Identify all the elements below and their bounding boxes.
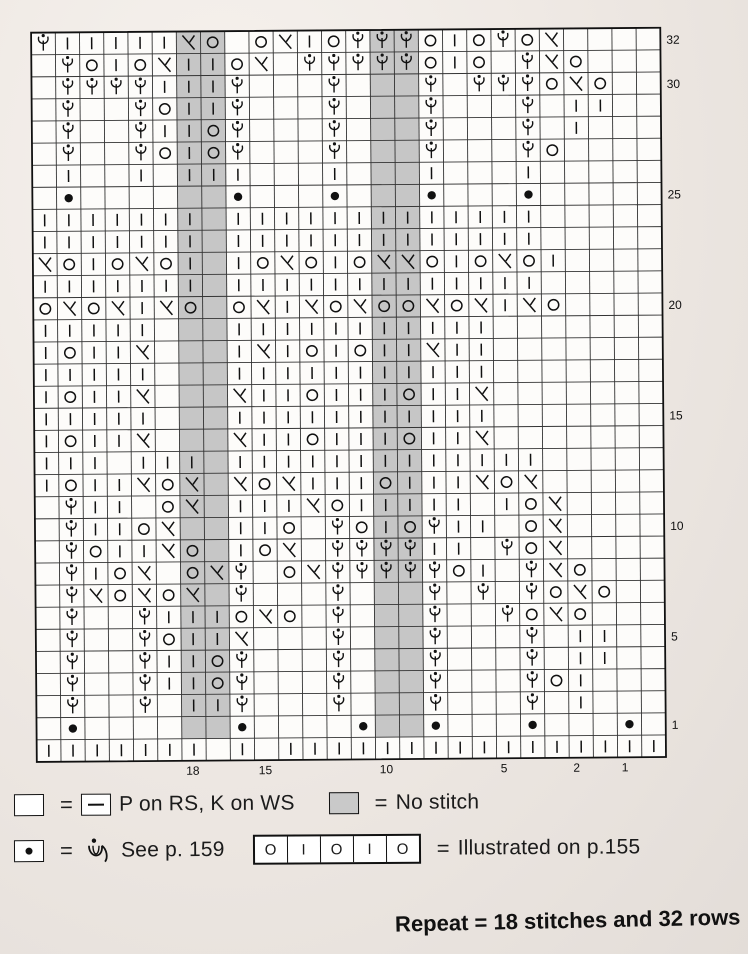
ill-cell-4: O xyxy=(396,840,409,858)
legend-label-purl: P on RS, K on WS xyxy=(118,791,295,816)
svg-text:1: 1 xyxy=(621,760,629,775)
svg-text:30: 30 xyxy=(666,76,681,91)
legend-label-illustrated: Illustrated on p.155 xyxy=(457,835,641,860)
repeat-note: Repeat = 18 stitches and 32 rows xyxy=(394,904,741,937)
svg-text:15: 15 xyxy=(669,408,683,423)
equals-sign: = xyxy=(59,791,74,817)
svg-text:15: 15 xyxy=(258,763,273,778)
svg-text:5: 5 xyxy=(500,761,508,776)
svg-text:10: 10 xyxy=(379,762,394,777)
dash-square-swatch xyxy=(81,794,111,816)
equals-sign-4: = xyxy=(436,835,450,861)
svg-text:18: 18 xyxy=(186,763,200,778)
equals-sign-3: = xyxy=(59,837,74,863)
legend-row-bobble xyxy=(14,832,740,866)
ill-cell-3: I xyxy=(354,836,387,862)
ill-cell-1: I xyxy=(288,836,321,862)
svg-text:25: 25 xyxy=(667,187,681,202)
svg-text:20: 20 xyxy=(668,297,682,312)
legend xyxy=(14,790,740,950)
svg-text:32: 32 xyxy=(666,32,680,47)
equals-sign-2: = xyxy=(374,789,388,816)
chart-grid xyxy=(23,19,725,784)
svg-text:1: 1 xyxy=(671,717,679,732)
ill-cell-2: O xyxy=(321,836,354,862)
gray-square-swatch xyxy=(329,792,359,814)
dot-square-swatch xyxy=(14,840,44,862)
svg-text:10: 10 xyxy=(670,518,684,533)
svg-text:2: 2 xyxy=(573,760,581,775)
white-square-swatch xyxy=(14,794,44,816)
legend-row-purl xyxy=(14,788,740,818)
knitting-chart xyxy=(26,22,722,782)
bobble-icon xyxy=(83,836,117,866)
illustrated-sample-box xyxy=(253,834,421,865)
legend-label-no-stitch: No stitch xyxy=(395,790,480,814)
svg-text:5: 5 xyxy=(670,629,678,644)
ill-cell-0: O xyxy=(255,837,288,863)
legend-label-see-page: See p. 159 xyxy=(120,837,225,862)
